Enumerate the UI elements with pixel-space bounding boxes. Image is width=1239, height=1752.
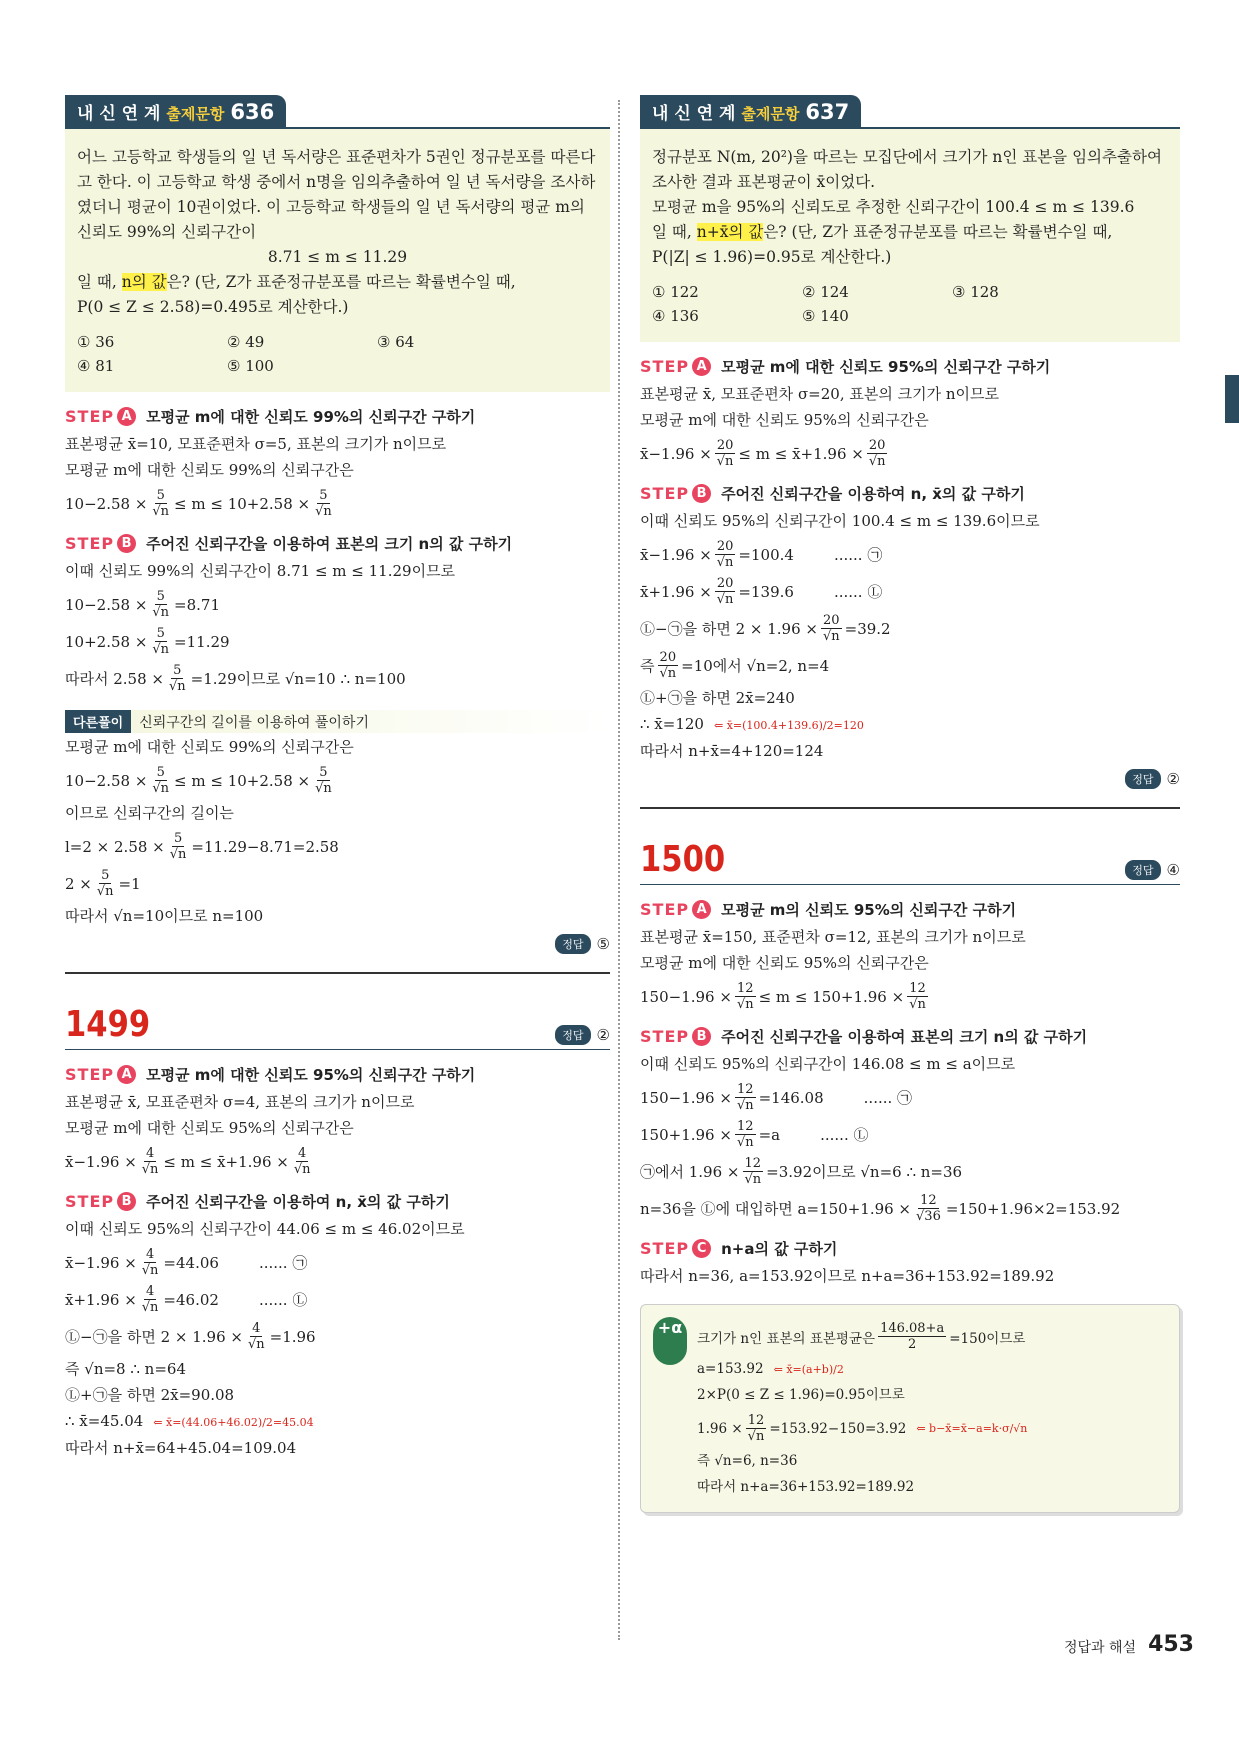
footer-label: 정답과 해설 xyxy=(1063,1640,1137,1656)
problem-1500: 1500 정답 ④ STEP A 모평균 m의 신뢰도 95%의 신뢰구간 구하기 표본평균 x̄=150, 표준편차 σ=12, 표본의 크기가 n이므로 모평균 m에 대한 신뢰도 95%의 신뢰구간은 150−1.96 × $\frac{12}{√n}$ ≤ m ≤ 150+1.96 × $\frac{12}{√n}$ STEP B 주어진 신뢰구간을 이용하여 표본의 크기 n의 값 구하기 이때 신뢰도 95%의 신뢰구간이 146.08 ≤ m ≤ a이므로 150−1.96 × $\frac{12}{√n}$ =146.08 ...... ㉠ 150+1.96 × $\frac{12}{√n}$ =a ...... Ⓛ ㉠에서 1.96 × $\frac{12}{√n}$ =3.92이므로 √n=6 ∴ n=36 n=36을 Ⓛ에 대입하면 a=150+1.96 × $\frac{12}{√36}$ =150+1.96×2=153.92 STEP C n+a의 값 구하기 따라서 n=36, a=153.92이므로 n+a=36+153.92=189.92 +α 크기가 n인 표본의 표본평균은 $\frac{146.08+a}{2}$ =150이므로 a=153.92 ⇐ x̄=(a+b)/2 2×P(0 ≤ Z ≤ 1.96)=0.95이므로 1.96 × $\frac{12}{√n}$ =153.92−150=3.92 ⇐ b−x̄=x̄−a=k·σ/√n 즉 √n=6, n=36 따라서 n+a=36+153.92=189.92 xyxy=(640,839,1180,1513)
page-footer xyxy=(1064,1632,1194,1657)
side-tab xyxy=(1225,375,1239,423)
step-a: STEP A 모평균 m에 대한 신뢰도 99%의 신뢰구간 구하기 xyxy=(65,407,476,426)
problem-box: 정규분포 N(m, 20²)을 따르는 모집단에서 크기가 n인 표본을 임의추출하여 조사한 결과 표본평균이 x̄이었다. 모평균 m을 95%의 신뢰도로 추정한 신뢰구간이 100.4 ≤ m ≤ 139.6 일 때, n+x̄의 값은? (단, Z가 표준정규분포를 따르는 확률변수일 때, P(|Z| ≤ 1.96)=0.95로 계산한다.) ① 122 ② 124 ③ 128 ④ 136 ⑤ 140 xyxy=(640,129,1180,342)
tip-box: +α 크기가 n인 표본의 표본평균은 $\frac{146.08+a}{2}$ =150이므로 a=153.92 ⇐ x̄=(a+b)/2 2×P(0 ≤ Z ≤ 1.96)=0.95이므로 1.96 × $\frac{12}{√n}$ =153.92−150=3.92 ⇐ b−x̄=x̄−a=k·σ/√n 즉 √n=6, n=36 따라서 n+a=36+153.92=189.92 xyxy=(640,1304,1180,1513)
page-number: 453 xyxy=(1148,1632,1194,1657)
problem-header: 내 신 연 계 출제문항 637 xyxy=(640,95,861,128)
left-column xyxy=(65,95,610,1463)
interval: 8.71 ≤ m ≤ 11.29 xyxy=(267,248,408,266)
problem-number: 1500 xyxy=(640,839,726,880)
choices: ① 36 ② 49 ③ 64 ④ 81 ⑤ 100 xyxy=(77,333,415,375)
choices: ① 122 ② 124 ③ 128 ④ 136 ⑤ 140 xyxy=(652,283,999,325)
problem-637: 내 신 연 계 출제문항 637 정규분포 N(m, 20²)을 따르는 모집단에서 크기가 n인 표본을 임의추출하여 조사한 결과 표본평균이 x̄이었다. 모평균 m을 95%의 신뢰도로 추정한 신뢰구간이 100.4 ≤ m ≤ 139.6 일 때, n+x̄의 값은? (단, Z가 표준정규분포를 따르는 확률변수일 때, P(|Z| ≤ 1.96)=0.95로 계산한다.) ① 122 ② 124 ③ 128 ④ 136 ⑤ 140 STEP A 모평균 m에 대한 신뢰도 95%의 신뢰구간 구하기 표본평균 x̄, 모표준편차 σ=20, 표본의 크기가 n이므로 모평균 m에 대한 신뢰도 95%의 신뢰구간은 x̄−1.96 × $\frac{20}{√n}$ ≤ m ≤ x̄+1.96 × $\frac{20}{√n}$ STEP B 주어진 신뢰구간을 이용하여 n, x̄의 값 구하기 이때 신뢰도 95%의 신뢰구간이 100.4 ≤ m ≤ 139.6이므로 x̄−1.96 × $\frac{20}{√n}$ =100.4 ...... ㉠ x̄+1.96 × $\frac{20}{√n}$ =139.6 ...... Ⓛ Ⓛ−㉠을 하면 2 × 1.96 × $\frac{20}{√n}$ =39.2 즉 $\frac{20}{√n}$ =10에서 √n=2, n=4 Ⓛ+㉠을 하면 2x̄=240 ∴ x̄=120 ⇐ x̄=(100.4+139.6)/2=120 따라서 n+x̄=4+120=124 정답 ② xyxy=(640,95,1180,789)
answer: 정답 ⑤ xyxy=(65,934,610,954)
math-line: 10−2.58 × $\frac{5}{√n}$ ≤ m ≤ 10+2.58 × $\frac{5}{√n}$ xyxy=(65,488,332,519)
right-column xyxy=(640,95,1180,1513)
problem-header: 내 신 연 계 출제문항 636 xyxy=(65,95,286,128)
plus-alpha-icon: +α xyxy=(653,1317,687,1365)
column-divider xyxy=(618,100,620,1640)
step-b: STEP B 주어진 신뢰구간을 이용하여 표본의 크기 n의 값 구하기 xyxy=(65,534,513,553)
problem-636: 내 신 연 계 출제문항 636 어느 고등학교 학생들의 일 년 독서량은 표준편차가 5권인 정규분포를 따른다고 한다. 이 고등학교 학생 중에서 n명을 임의추출하여 일 년 독서량을 조사하였더니 평균이 10권이었다. 이 고등학교 학생들의 일 년 독서량의 평균 m의 신뢰도 99%의 신뢰구간이 8.71 ≤ m ≤ 11.29 일 때, n의 값은? (단, Z가 표준정규분포를 따르는 확률변수일 때, P(0 ≤ Z ≤ 2.58)=0.495로 계산한다.) ① 36 ② 49 ③ 64 ④ 81 ⑤ 100 STEP A 모평균 m에 대한 신뢰도 99%의 신뢰구간 구하기 표본평균 x̄=10, 모표준편차 σ=5, 표본의 크기가 n이므로 모평균 m에 대한 신뢰도 99%의 신뢰구간은 10−2.58 × $\frac{5}{√n}$ ≤ m ≤ 10+2.58 × $\frac{5}{√n}$ STEP B 주어진 신뢰구간을 이용하여 표본의 크기 n의 값 구하기 이때 신뢰도 99%의 신뢰구간이 8.71 ≤ m ≤ 11.29이므로 10−2.58 × $\frac{5}{√n}$ =8.71 10+2.58 × $\frac{5}{√n}$ =11.29 따라서 2.58 × $\frac{5}{√n}$ =1.29이므로 √n=10 ∴ n=100 다른풀이 신뢰구간의 길이를 이용하여 풀이하기 모평균 m에 대한 신뢰도 99%의 신뢰구간은 10−2.58 × $\frac{5}{√n}$ ≤ m ≤ 10+2.58 × $\frac{5}{√n}$ 이므로 신뢰구간의 길이는 l=2 × 2.58 × $\frac{5}{√n}$ =11.29−8.71=2.58 2 × $\frac{5}{√n}$ =1 따라서 √n=10이므로 n=100 정답 ⑤ xyxy=(65,95,610,954)
highlight: n의 값 xyxy=(121,273,167,291)
problem-text: 어느 고등학교 학생들의 일 년 독서량은 표준편차가 5권인 정규분포를 따른다고 한다. 이 고등학교 학생 중에서 n명을 임의추출하여 일 년 독서량을 조사하였더니 평균이 10권이었다. 이 고등학교 학생들의 일 년 독서량의 평균 m의 신뢰도 99%의 신뢰구간이 xyxy=(77,148,596,241)
problem-box: 어느 고등학교 학생들의 일 년 독서량은 표준편차가 5권인 정규분포를 따른다고 한다. 이 고등학교 학생 중에서 n명을 임의추출하여 일 년 독서량을 조사하였더니 평균이 10권이었다. 이 고등학교 학생들의 일 년 독서량의 평균 m의 신뢰도 99%의 신뢰구간이 8.71 ≤ m ≤ 11.29 일 때, n의 값은? (단, Z가 표준정규분포를 따르는 확률변수일 때, P(0 ≤ Z ≤ 2.58)=0.495로 계산한다.) ① 36 ② 49 ③ 64 ④ 81 ⑤ 100 xyxy=(65,129,610,392)
problem-1499: 1499 정답 ② STEP A 모평균 m에 대한 신뢰도 95%의 신뢰구간 구하기 표본평균 x̄, 모표준편차 σ=4, 표본의 크기가 n이므로 모평균 m에 대한 신뢰도 95%의 신뢰구간은 x̄−1.96 × $\frac{4}{√n}$ ≤ m ≤ x̄+1.96 × $\frac{4}{√n}$ STEP B 주어진 신뢰구간을 이용하여 n, x̄의 값 구하기 이때 신뢰도 95%의 신뢰구간이 44.06 ≤ m ≤ 46.02이므로 x̄−1.96 × $\frac{4}{√n}$ =44.06 ...... ㉠ x̄+1.96 × $\frac{4}{√n}$ =46.02 ...... Ⓛ Ⓛ−㉠을 하면 2 × 1.96 × $\frac{4}{√n}$ =1.96 즉 √n=8 ∴ n=64 Ⓛ+㉠을 하면 2x̄=90.08 ∴ x̄=45.04 ⇐ x̄=(44.06+46.02)/2=45.04 따라서 n+x̄=64+45.04=109.04 xyxy=(65,1004,610,1457)
problem-number: 1499 xyxy=(65,1004,151,1045)
alt-solution-bar: 다른풀이 신뢰구간의 길이를 이용하여 풀이하기 xyxy=(65,710,610,733)
